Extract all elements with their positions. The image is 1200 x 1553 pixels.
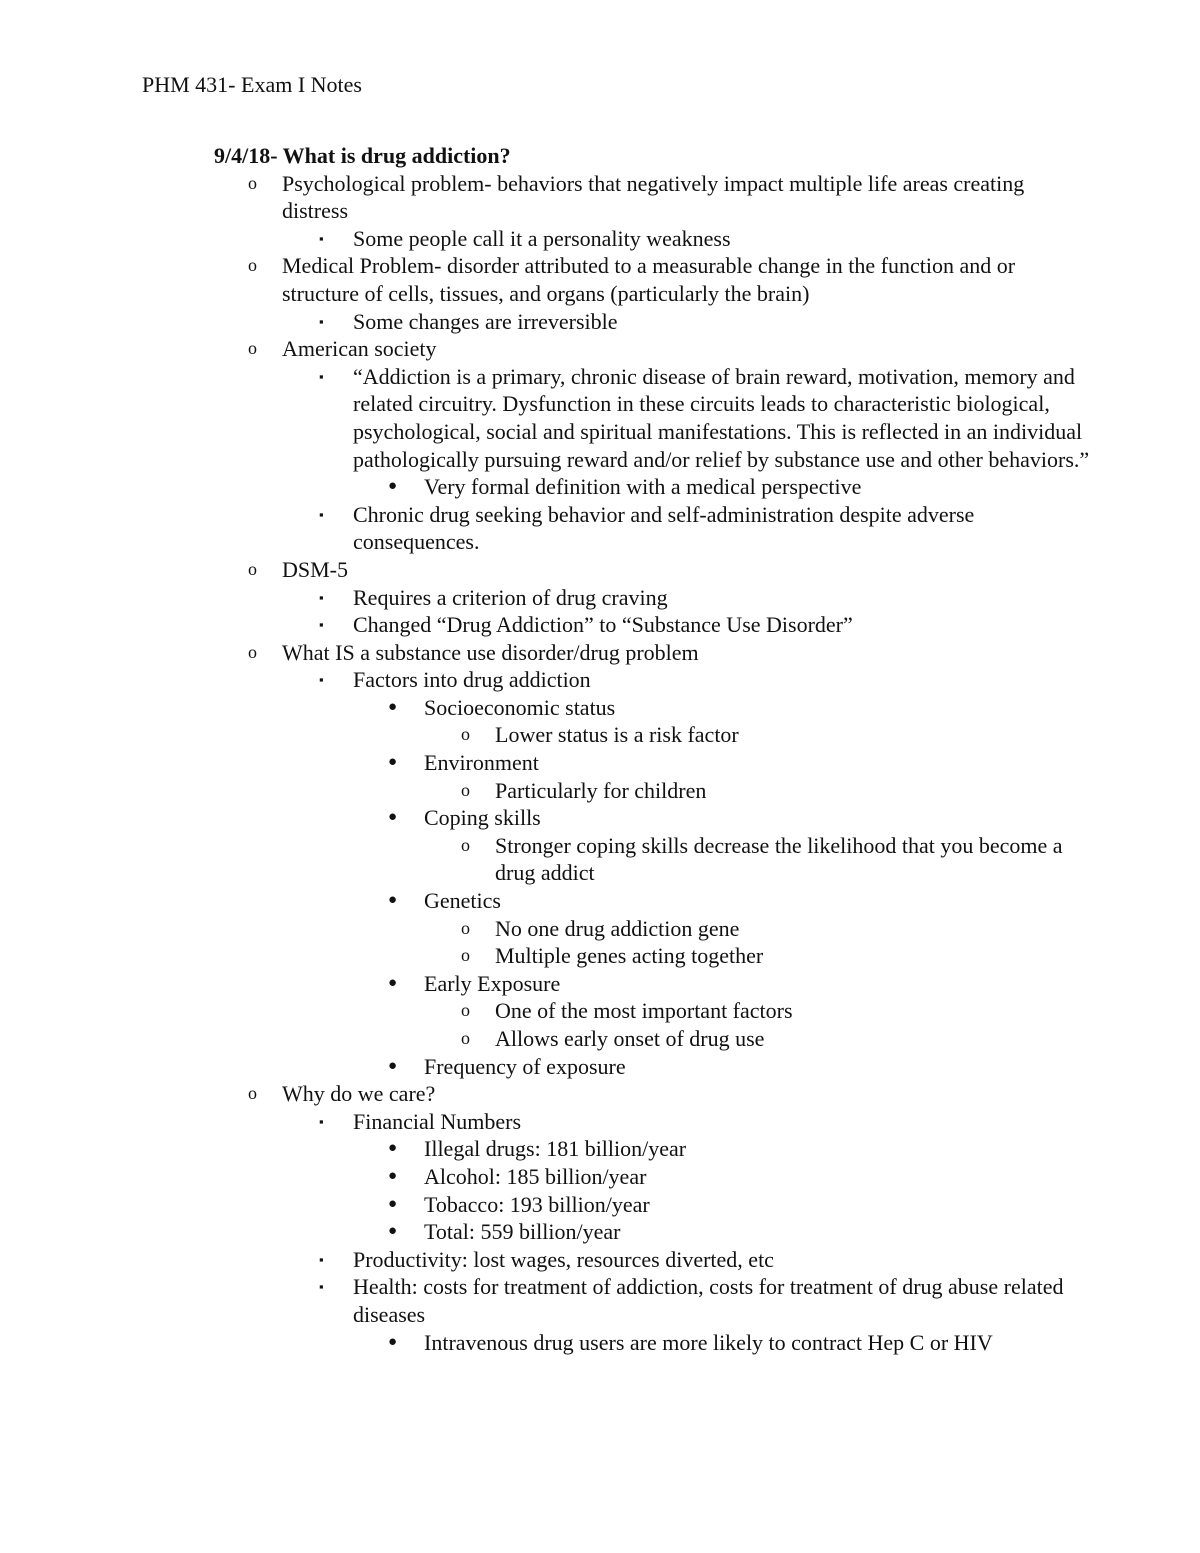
- sub-list-level-2: [282, 225, 1094, 253]
- outline-item-text: Financial Numbers: [353, 1108, 522, 1134]
- outline-item-level-4: [461, 942, 1094, 970]
- outline-item-level-3: [388, 749, 1094, 804]
- bullet-icon: ▪: [319, 506, 324, 522]
- outline-item-level-2: [319, 501, 1094, 556]
- outline-item-text: American society: [282, 336, 437, 362]
- bullet-icon: ●: [388, 809, 398, 826]
- bullet-icon: ●: [388, 1140, 398, 1157]
- outline-item-level-2: [319, 1273, 1094, 1356]
- outline-item-text: Intravenous drug users are more likely to contract Hep C or HIV: [424, 1329, 993, 1355]
- bullet-icon: ▪: [319, 368, 324, 384]
- bullet-icon: o: [461, 945, 470, 966]
- sub-list-level-2: [282, 584, 1094, 639]
- outline-item-level-1: [248, 170, 1094, 253]
- outline-item-level-2: [319, 1108, 1094, 1246]
- outline-item-text: Very formal definition with a medical perspective: [424, 474, 862, 500]
- sub-list-level-4: [424, 832, 1094, 887]
- bullet-icon: o: [461, 724, 470, 745]
- bullet-icon: o: [461, 1000, 470, 1021]
- outline-item-level-1: [248, 335, 1094, 556]
- outline-item-level-2: [319, 584, 1094, 612]
- sub-list-level-4: [424, 915, 1094, 970]
- bullet-icon: o: [248, 641, 257, 662]
- bullet-icon: ●: [388, 974, 398, 991]
- bullet-icon: ●: [388, 1195, 398, 1212]
- outline-item-text: Requires a criterion of drug craving: [353, 584, 668, 610]
- sub-list-level-3: [353, 694, 1094, 1080]
- notes-section: [214, 142, 1094, 1356]
- outline-item-level-2: [319, 1246, 1094, 1274]
- outline-item-level-3: [388, 887, 1094, 970]
- bullet-icon: ●: [388, 698, 398, 715]
- bullet-icon: o: [461, 1028, 470, 1048]
- outline-item-text: Chronic drug seeking behavior and self-administration despite adverse consequences.: [353, 501, 975, 555]
- outline-item-level-3: [388, 1053, 1094, 1081]
- outline-item-level-4: [461, 915, 1094, 943]
- outline-item-text: Why do we care?: [282, 1081, 436, 1107]
- outline-item-text: Frequency of exposure: [424, 1053, 626, 1079]
- bullet-icon: o: [248, 558, 257, 579]
- bullet-icon: ▪: [319, 313, 324, 329]
- bullet-icon: o: [461, 917, 470, 938]
- bullet-icon: o: [248, 255, 257, 276]
- outline-item-text: Tobacco: 193 billion/year: [424, 1191, 650, 1217]
- outline-item-level-4: [461, 777, 1094, 805]
- bullet-icon: ●: [388, 1167, 398, 1184]
- outline-item-level-3: [388, 970, 1094, 1053]
- sub-list-level-2: [282, 363, 1094, 556]
- bullet-icon: ●: [388, 892, 398, 909]
- sub-list-level-3: [353, 1329, 1094, 1357]
- outline-item-text: Total: 559 billion/year: [424, 1219, 621, 1245]
- page-header: PHM 431- Exam I Notes: [142, 72, 362, 97]
- outline-item-text: Particularly for children: [495, 777, 707, 803]
- outline-item-text: Socioeconomic status: [424, 694, 616, 720]
- outline-item-level-4: [461, 721, 1094, 749]
- bullet-icon: o: [248, 172, 257, 193]
- outline-item-level-3: [388, 804, 1094, 887]
- bullet-icon: ●: [388, 1223, 398, 1240]
- bullet-icon: o: [461, 834, 470, 855]
- outline-item-text: Medical Problem- disorder attributed to a measurable change in the function and or structure of cells, tissues, and organs (particularly the brain): [282, 253, 1016, 306]
- outline-item-text: Psychological problem- behaviors that negatively impact multiple life areas creating distress: [282, 170, 1025, 224]
- bullet-icon: ▪: [319, 1113, 324, 1129]
- outline-item-level-3: [388, 1329, 1094, 1357]
- outline-item-text: Factors into drug addiction: [353, 667, 591, 693]
- outline-item-level-1: [248, 639, 1094, 1081]
- outline-item-level-3: [388, 1218, 1094, 1246]
- outline-item-level-2: [319, 308, 1094, 336]
- bullet-icon: ▪: [319, 672, 324, 688]
- outline-item-text: Changed “Drug Addiction” to “Substance Use Disorder”: [353, 612, 853, 638]
- bullet-icon: ▪: [319, 230, 324, 246]
- outline-item-text: Lower status is a risk factor: [495, 722, 739, 748]
- sub-list-level-3: [353, 1135, 1094, 1245]
- outline-item-text: “Addiction is a primary, chronic disease of brain reward, motivation, memory and related circuitry. Dysfunction in these circuits leads to characteristic biological, psychological, social and spiritual manifestations. This is reflected in an individual pathologically pursuing reward and/or relief by substance use and other behaviors.”: [353, 363, 1090, 472]
- outline-item-text: Early Exposure: [424, 970, 561, 996]
- sub-list-level-4: [424, 777, 1094, 805]
- sub-list-level-3: [353, 473, 1094, 501]
- outline-item-text: Multiple genes acting together: [495, 943, 764, 969]
- outline-item-text: No one drug addiction gene: [495, 915, 740, 941]
- outline-item-level-3: [388, 473, 1094, 501]
- bullet-icon: ▪: [319, 589, 324, 605]
- sub-list-level-4: [424, 997, 1094, 1052]
- section-title: 9/4/18- What is drug addiction?: [214, 143, 511, 168]
- outline-item-text: Some changes are irreversible: [353, 308, 618, 334]
- outline-item-text: What IS a substance use disorder/drug problem: [282, 639, 699, 665]
- outline-item-text: Genetics: [424, 888, 501, 914]
- outline-item-level-3: [388, 1135, 1094, 1163]
- outline-item-text: Alcohol: 185 billion/year: [424, 1163, 647, 1189]
- bullet-icon: ●: [388, 1057, 398, 1074]
- outline-item-text: Stronger coping skills decrease the likelihood that you become a drug addict: [495, 832, 1063, 886]
- sub-list-level-2: [282, 1108, 1094, 1356]
- notes-outline: [214, 170, 1094, 1357]
- outline-item-level-3: [388, 1163, 1094, 1191]
- outline-item-text: Health: costs for treatment of addiction, costs for treatment of drug abuse related diseases: [353, 1274, 1064, 1327]
- sub-list-level-4: [424, 721, 1094, 749]
- bullet-icon: o: [248, 1083, 257, 1104]
- bullet-icon: ▪: [319, 1279, 324, 1295]
- bullet-icon: ●: [388, 754, 398, 771]
- outline-item-level-4: [461, 832, 1094, 887]
- sub-list-level-2: [282, 308, 1094, 336]
- outline-item-level-4: [461, 997, 1094, 1025]
- outline-item-text: Illegal drugs: 181 billion/year: [424, 1136, 687, 1162]
- outline-item-text: Environment: [424, 750, 539, 776]
- outline-item-level-4: [461, 1025, 1094, 1053]
- outline-item-level-2: [319, 363, 1094, 501]
- bullet-icon: ▪: [319, 617, 324, 633]
- bullet-icon: ●: [388, 478, 398, 495]
- outline-item-text: Some people call it a personality weakness: [353, 225, 731, 251]
- sub-list-level-2: [282, 666, 1094, 1080]
- bullet-icon: o: [248, 338, 257, 359]
- outline-item-text: Productivity: lost wages, resources diverted, etc: [353, 1246, 774, 1272]
- bullet-icon: ▪: [319, 1251, 324, 1267]
- bullet-icon: o: [461, 779, 470, 800]
- outline-item-text: One of the most important factors: [495, 998, 793, 1024]
- bullet-icon: ●: [388, 1333, 398, 1350]
- outline-item-text: Coping skills: [424, 805, 541, 831]
- outline-item-level-2: [319, 611, 1094, 639]
- outline-item-text: Allows early onset of drug use: [495, 1026, 765, 1051]
- outline-item-level-3: [388, 1191, 1094, 1219]
- outline-item-level-1: [248, 252, 1094, 335]
- outline-item-level-1: [248, 556, 1094, 639]
- outline-item-level-1: [248, 1080, 1094, 1356]
- outline-item-level-3: [388, 694, 1094, 749]
- outline-item-text: DSM-5: [282, 556, 349, 582]
- outline-item-level-2: [319, 225, 1094, 253]
- outline-item-level-2: [319, 666, 1094, 1080]
